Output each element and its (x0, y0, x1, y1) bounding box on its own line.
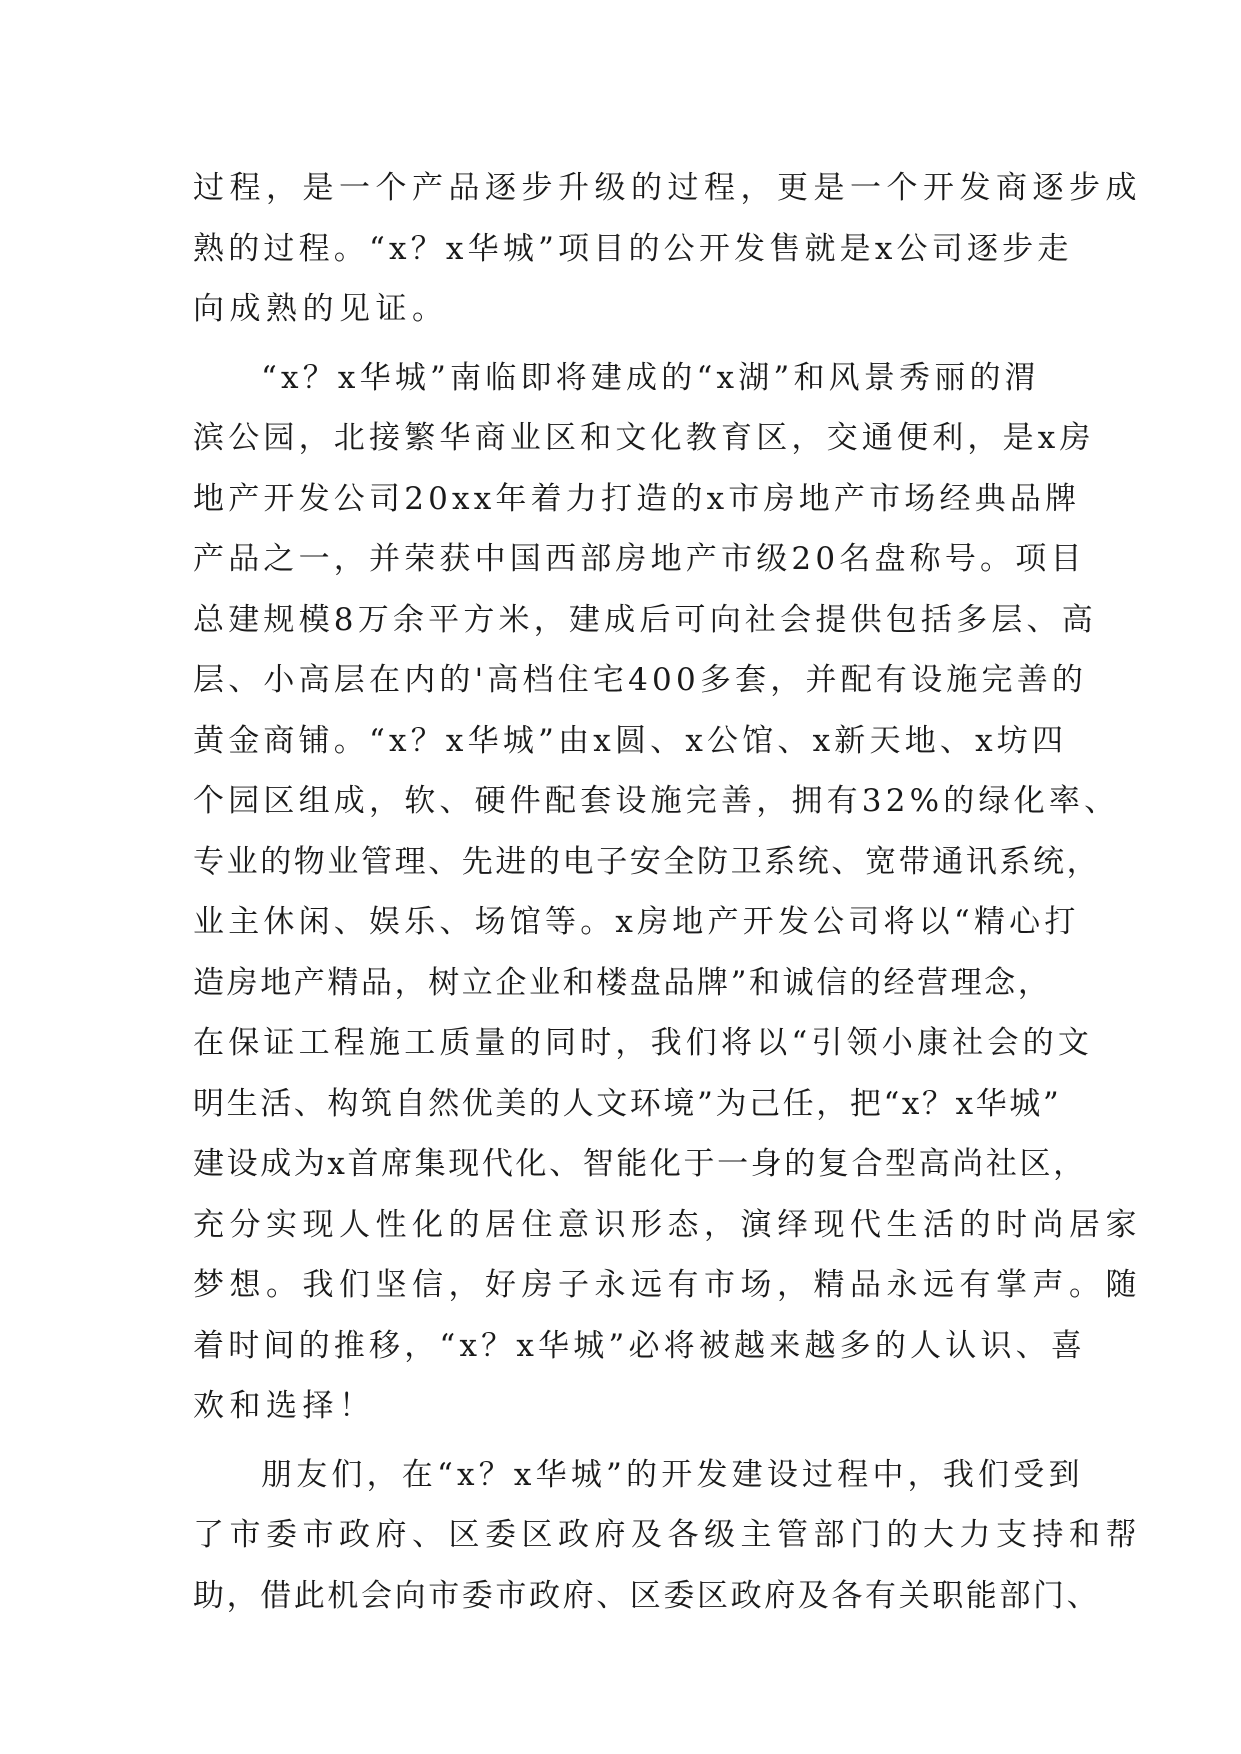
paragraph-3 (193, 1445, 1142, 1627)
text-line: 建设成为x首席集现代化、智能化于一身的复合型高尚社区， (193, 1146, 1087, 1182)
paragraph-2 (193, 348, 1142, 1437)
text-line: 层、小高层在内的'高档住宅400多套，并配有设施完善的 (193, 662, 1088, 698)
text-line: 朋友们，在“x？x华城”的开发建设过程中，我们受到 (261, 1456, 1084, 1493)
document-body (193, 158, 1142, 1626)
text-line: 产品之一，并荣获中国西部房地产市级20名盘称号。项目 (193, 541, 1086, 577)
text-line: 助，借此机会向市委市政府、区委区政府及各有关职能部门、 (193, 1577, 1101, 1614)
text-line: 专业的物业管理、先进的电子安全防卫系统、宽带通讯系统， (193, 843, 1101, 880)
text-line: 着时间的推移，“x？x华城”必将被越来越多的人认识、喜 (193, 1327, 1087, 1364)
paragraph-spacer (193, 340, 1053, 348)
text-line: 梦想。我们坚信，好房子永远有市场，精品永远有掌声。随 (193, 1267, 1142, 1303)
text-line: 欢和选择！ (193, 1388, 376, 1424)
text-line: 个园区组成，软、硬件配套设施完善，拥有32%的绿化率、 (193, 783, 1120, 819)
text-line: 明生活、构筑自然优美的人文环境”为己任，把“x？x华城” (193, 1085, 1062, 1122)
text-line: 地产开发公司20xx年着力打造的x市房地产市场经典品牌 (193, 480, 1081, 517)
text-line: “x？x华城”南临即将建成的“x湖”和风景秀丽的渭 (261, 359, 1040, 396)
text-line: 滨公园，北接繁华商业区和文化教育区，交通便利，是x房 (193, 420, 1095, 456)
text-line: 了市委市政府、区委区政府及各级主管部门的大力支持和帮 (193, 1517, 1142, 1553)
paragraph-spacer (193, 1437, 1053, 1445)
text-line: 总建规模8万余平方米，建成后可向社会提供包括多层、高 (193, 601, 1097, 638)
text-line: 业主休闲、娱乐、场馆等。x房地产开发公司将以“精心打 (193, 904, 1080, 940)
text-line: 充分实现人性化的居住意识形态，演绎现代生活的时尚居家 (193, 1206, 1142, 1243)
text-line: 在保证工程施工质量的同时，我们将以“引领小康社会的文 (193, 1025, 1094, 1061)
text-line: 向成熟的见证。 (193, 291, 449, 327)
paragraph-1 (193, 158, 1142, 340)
text-line: 过程，是一个产品逐步升级的过程，更是一个开发商逐步成 (193, 170, 1142, 206)
text-line: 造房地产精品，树立企业和楼盘品牌”和诚信的经营理念， (193, 964, 1052, 1001)
text-line: 黄金商铺。“x？x华城”由x圆、x公馆、x新天地、x坊四 (193, 722, 1068, 759)
text-line: 熟的过程。“x？x华城”项目的公开发售就是x公司逐步走 (193, 230, 1073, 267)
